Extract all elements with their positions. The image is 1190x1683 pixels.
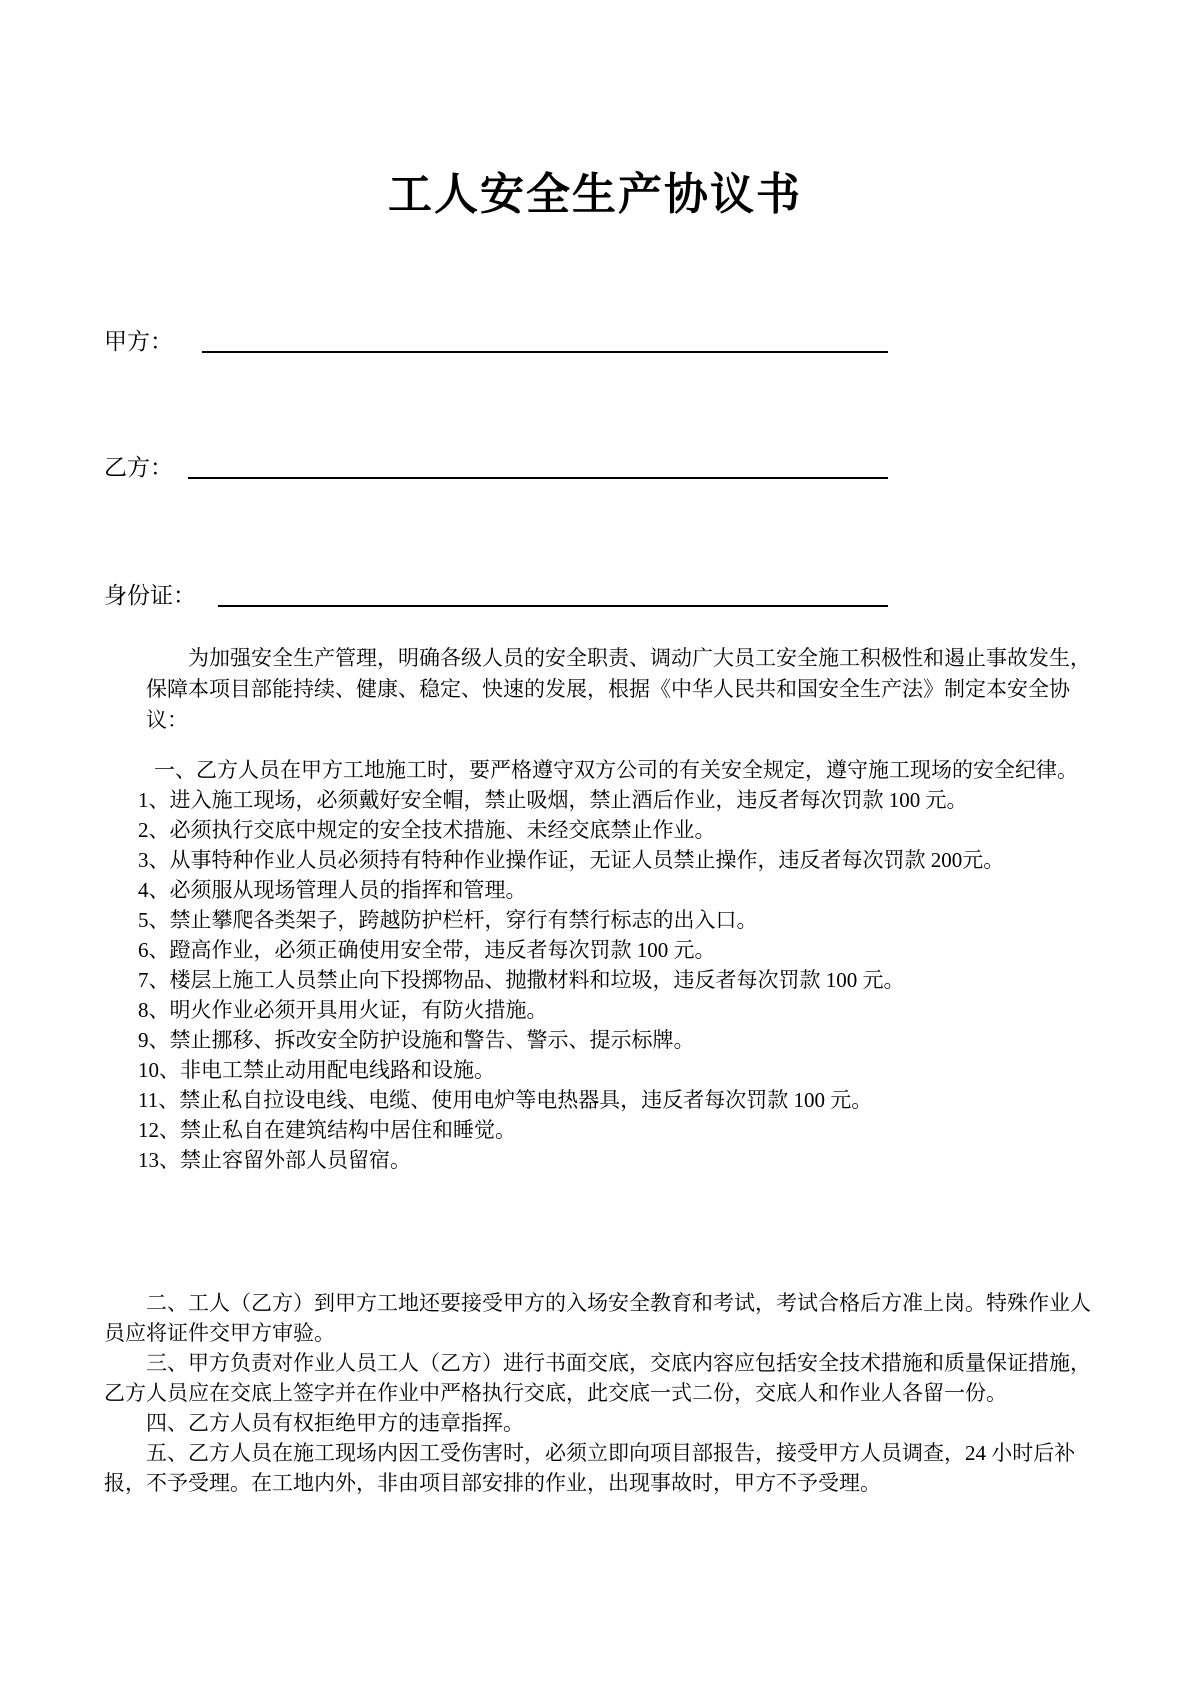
rule-item: 7、楼层上施工人员禁止向下投掷物品、抛撒材料和垃圾，违反者每次罚款 100 元。 (138, 968, 905, 992)
intro-text: 为加强安全生产管理，明确各级人员的安全职责、调动广大员工安全施工积极性和遏止事故发生，保障本项目部能持续、健康、稳定、快速的发展，根据《中华人民共和国安全生产法》制定本安全协议： (146, 646, 1091, 732)
sections-2-5 (104, 1288, 1104, 1498)
party-b-blank-line (188, 477, 888, 479)
id-card-label: 身份证： (104, 583, 196, 609)
document-title: 工人安全生产协议书 (388, 169, 802, 220)
party-b-label: 乙方： (104, 455, 173, 481)
rule-item: 11、禁止私自拉设电线、电缆、使用电炉等电热器具，违反者每次罚款 100 元。 (138, 1088, 873, 1112)
id-card-blank-line (218, 605, 888, 607)
rule-item: 9、禁止挪移、拆改安全防护设施和警告、警示、提示标牌。 (138, 1028, 695, 1052)
party-a-label: 甲方： (104, 329, 173, 355)
section-1 (104, 755, 1104, 1175)
section-3: 三、甲方负责对作业人员工人（乙方）进行书面交底，交底内容应包括安全技术措施和质量保证措施，乙方人员应在交底上签字并在作业中严格执行交底，此交底一式二份，交底人和作业人各留一份。 (104, 1351, 1091, 1405)
intro-paragraph (146, 643, 1106, 736)
rule-item: 13、禁止容留外部人员留宿。 (138, 1148, 411, 1172)
rule-item: 8、明火作业必须开具用火证，有防火措施。 (138, 998, 548, 1022)
rule-item: 2、必须执行交底中规定的安全技术措施、未经交底禁止作业。 (138, 818, 716, 842)
rule-item: 4、必须服从现场管理人员的指挥和管理。 (138, 878, 527, 902)
section-4: 四、乙方人员有权拒绝甲方的违章指挥。 (146, 1411, 524, 1435)
section-1-heading: 一、乙方人员在甲方工地施工时，要严格遵守双方公司的有关安全规定，遵守施工现场的安全纪律。 (154, 758, 1078, 782)
rule-item: 3、从事特种作业人员必须持有特种作业操作证，无证人员禁止操作，违反者每次罚款 200元。 (138, 848, 1005, 872)
rule-item: 6、蹬高作业，必须正确使用安全带，违反者每次罚款 100 元。 (138, 938, 716, 962)
rule-item: 10、非电工禁止动用配电线路和设施。 (138, 1058, 495, 1082)
rule-item: 12、禁止私自在建筑结构中居住和睡觉。 (138, 1118, 516, 1142)
rule-item: 1、进入施工现场，必须戴好安全帽，禁止吸烟，禁止酒后作业，违反者每次罚款 100 元。 (138, 788, 968, 812)
rule-item: 5、禁止攀爬各类架子，跨越防护栏杆，穿行有禁行标志的出入口。 (138, 908, 758, 932)
section-2: 二、工人（乙方）到甲方工地还要接受甲方的入场安全教育和考试，考试合格后方准上岗。特殊作业人员应将证件交甲方审验。 (104, 1291, 1091, 1345)
section-5: 五、乙方人员在施工现场内因工受伤害时，必须立即向项目部报告，接受甲方人员调查，24 小时后补报，不予受理。在工地内外，非由项目部安排的作业，出现事故时，甲方不予受理。 (104, 1441, 1076, 1495)
party-a-blank-line (202, 351, 888, 353)
